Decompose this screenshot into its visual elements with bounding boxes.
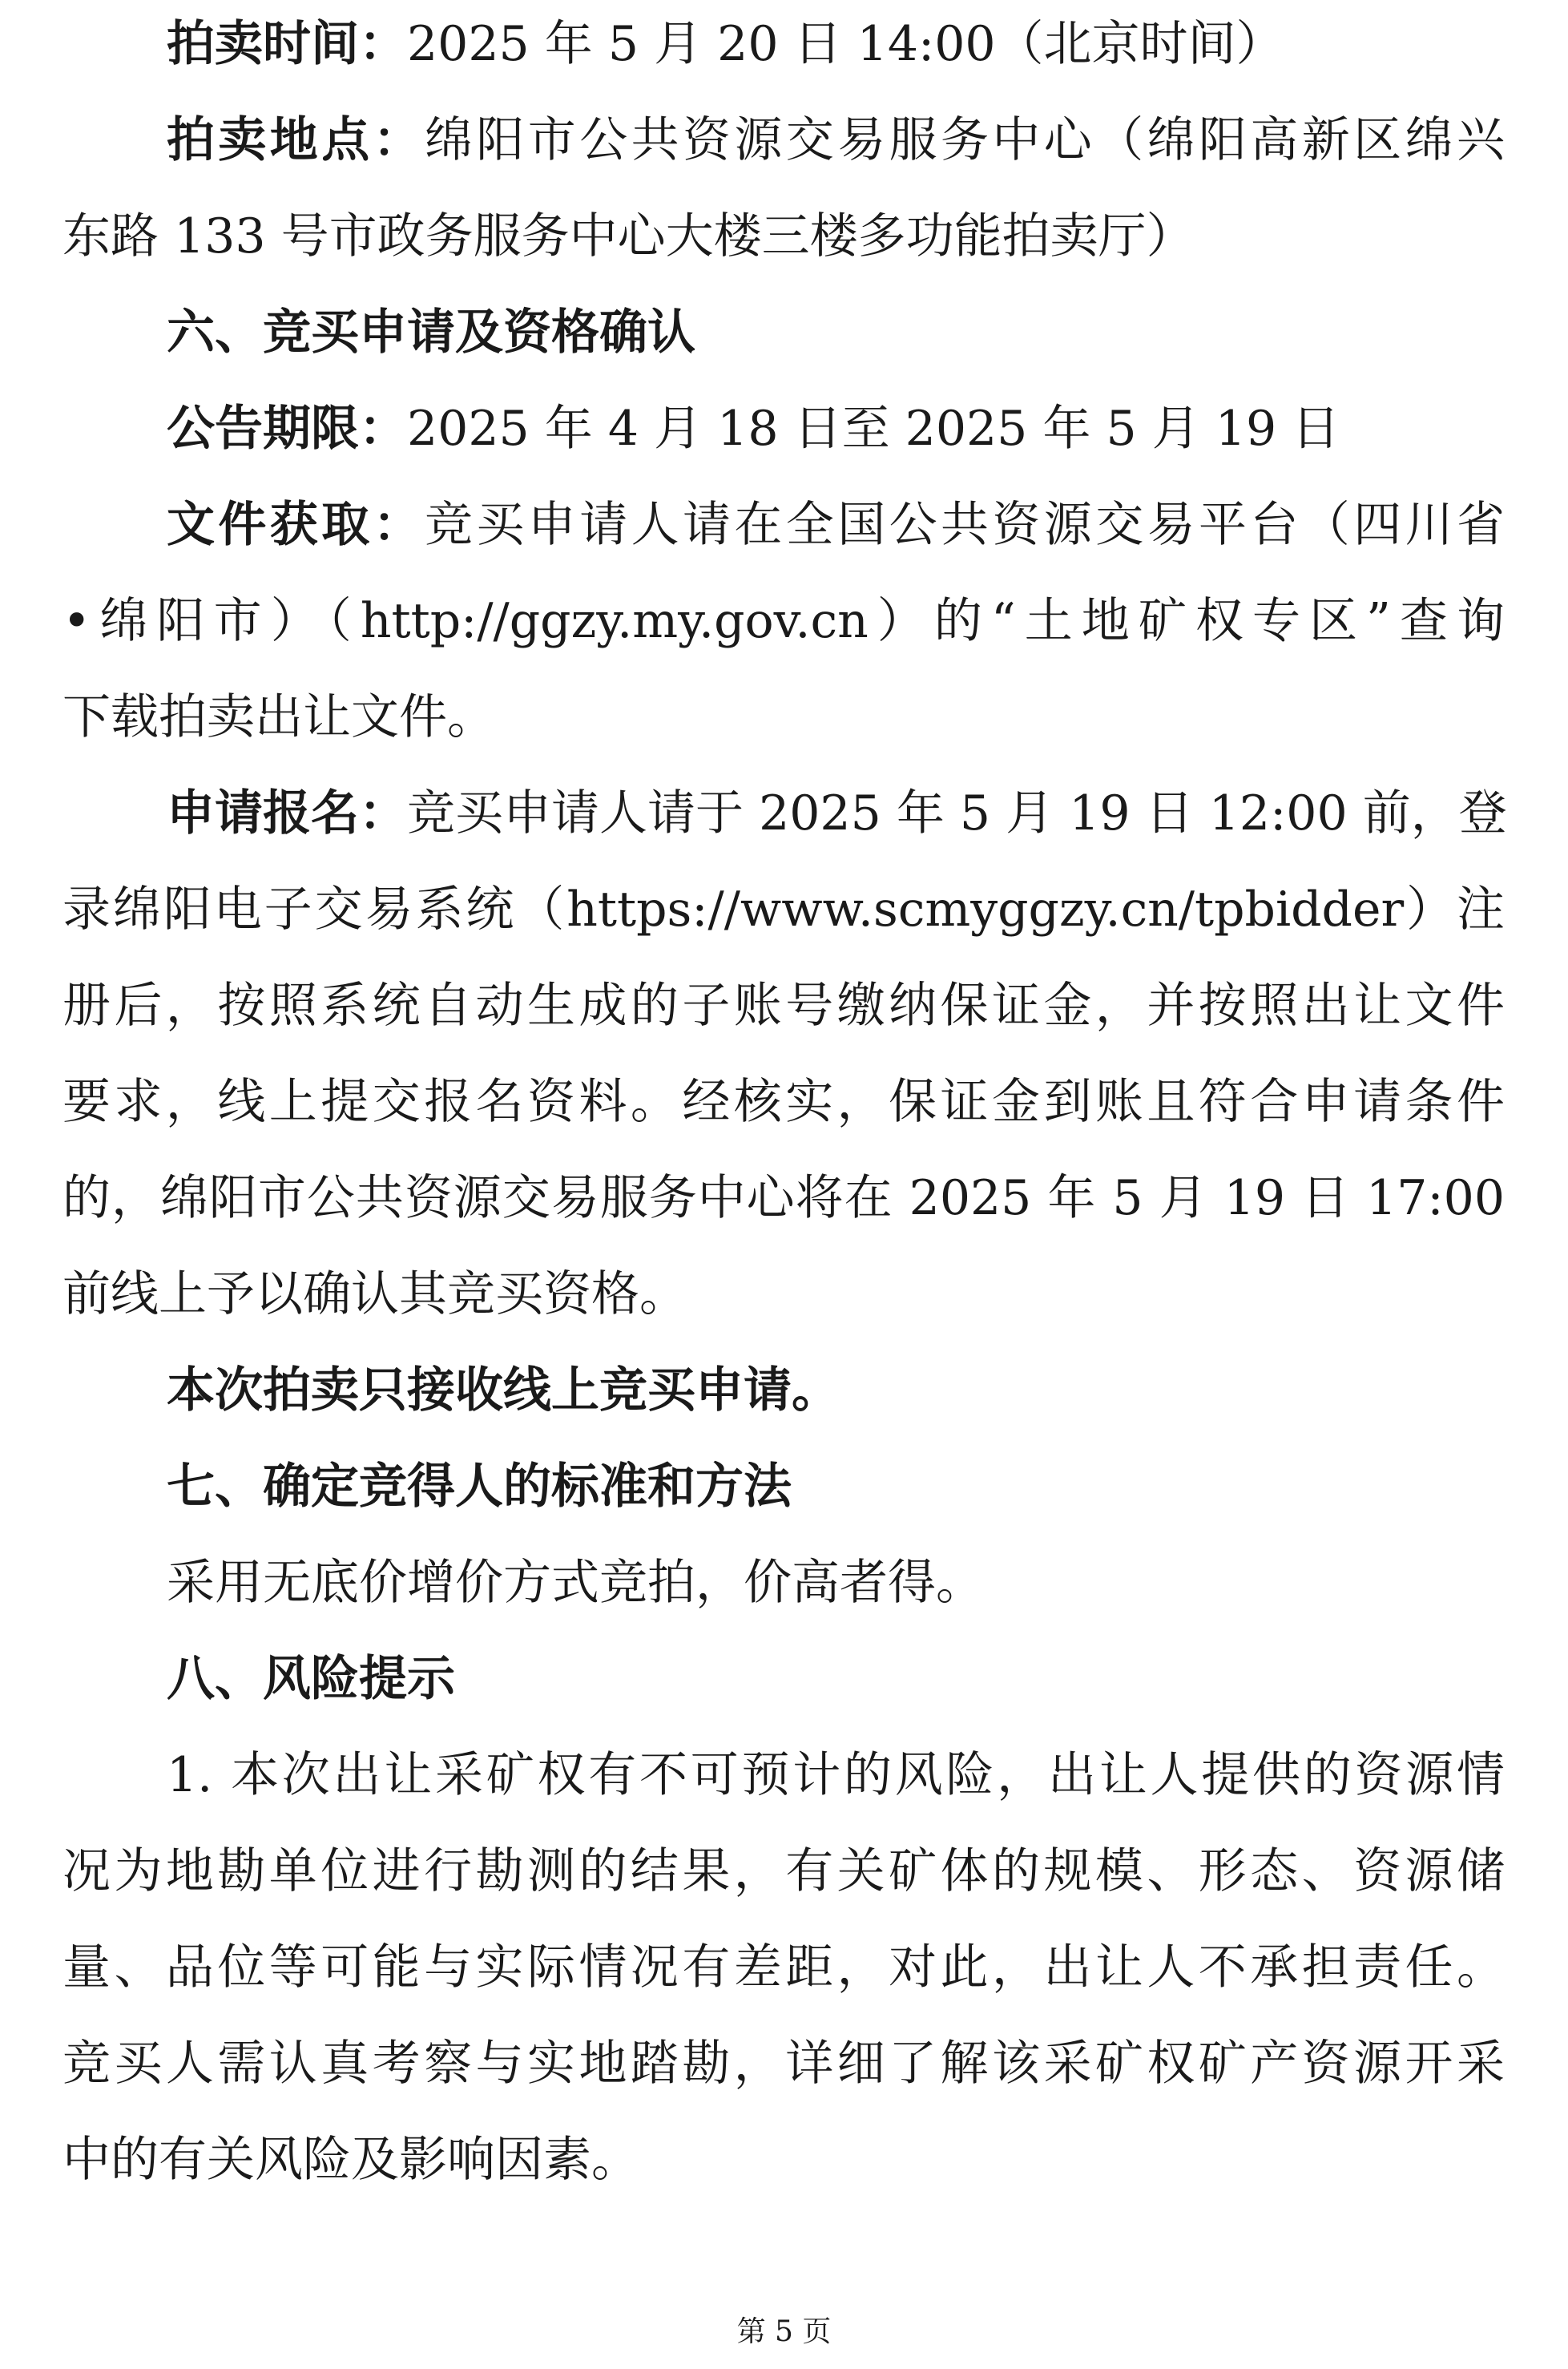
registration-continuation-2 [62, 958, 1505, 1054]
registration-continuation-5 [62, 1246, 1505, 1342]
section-heading-7 [167, 1439, 1505, 1535]
file-access-continuation-1 [62, 573, 1505, 669]
registration-continuation-1 [62, 862, 1505, 958]
section-heading-text: 八、风险提示 [167, 1651, 455, 1707]
paragraph-text: 的，绵阳市公共资源交易服务中心将在 2025 年 5 月 19 日 17:00 [62, 1170, 1505, 1226]
risk-item-1-line-5 [62, 2112, 1505, 2208]
auction-location-continuation [62, 188, 1505, 285]
section-heading-text: 六、竞买申请及资格确认 [167, 305, 695, 361]
paragraph-text: 下载拍卖出让文件。 [62, 689, 495, 745]
paragraph-text: 采用无底价增价方式竞拍，价高者得。 [167, 1555, 984, 1611]
notice-period-value: 2025 年 4 月 18 日至 2025 年 5 月 19 日 [407, 401, 1340, 457]
notice-period-label: 公告期限： [167, 401, 407, 457]
paragraph-text: 册后，按照系统自动生成的子账号缴纳保证金，并按照出让文件 [62, 978, 1505, 1034]
file-access-line [167, 477, 1505, 573]
notice-period-line [167, 381, 1505, 477]
auction-location-line [167, 92, 1505, 188]
file-access-value: 竞买申请人请在全国公共资源交易平台（四川省 [425, 497, 1505, 553]
paragraph-text: •绵阳市）（http://ggzy.my.gov.cn）的“土地矿权专区”查询 [62, 593, 1505, 649]
paragraph-text: 量、品位等可能与实际情况有差距，对此，出让人不承担责任。 [62, 1939, 1505, 1996]
auction-time-value: 2025 年 5 月 20 日 14:00（北京时间） [407, 16, 1284, 72]
paragraph-text: 竞买人需认真考察与实地踏勘，详细了解该采矿权矿产资源开采 [62, 2036, 1505, 2092]
auction-location-value: 绵阳市公共资源交易服务中心（绵阳高新区绵兴 [425, 112, 1505, 168]
paragraph-text: 要求，线上提交报名资料。经核实，保证金到账且符合申请条件 [62, 1074, 1505, 1130]
file-access-label: 文件获取： [167, 497, 425, 553]
paragraph-text: 中的有关风险及影响因素。 [62, 2132, 639, 2188]
emphasis-text: 本次拍卖只接收线上竞买申请。 [167, 1362, 840, 1419]
section-heading-6 [167, 285, 1505, 381]
paragraph-text: 前线上予以确认其竞买资格。 [62, 1266, 687, 1322]
registration-continuation-4 [62, 1150, 1505, 1246]
registration-value: 竞买申请人请于 2025 年 5 月 19 日 12:00 前，登 [407, 785, 1507, 841]
section-heading-text: 七、确定竞得人的标准和方法 [167, 1459, 792, 1515]
online-only-notice [167, 1342, 1505, 1439]
registration-label: 申请报名： [167, 785, 407, 841]
risk-item-1-line-2 [62, 1823, 1505, 1919]
paragraph-text: 东路 133 号市政务服务中心大楼三楼多功能拍卖厅） [62, 208, 1195, 264]
bidding-method-line [167, 1535, 1505, 1631]
section-heading-8 [167, 1631, 1505, 1727]
page-number: 第 5 页 [736, 2315, 832, 2348]
risk-item-1-line-1 [167, 1727, 1505, 1823]
risk-item-1-line-3 [62, 1919, 1505, 2016]
registration-continuation-3 [62, 1054, 1505, 1150]
auction-location-label: 拍卖地点： [167, 112, 425, 168]
paragraph-text: 况为地勘单位进行勘测的结果，有关矿体的规模、形态、资源储 [62, 1843, 1505, 1899]
file-access-continuation-2 [62, 669, 1505, 765]
risk-item-1-line-4 [62, 2016, 1505, 2112]
auction-time-line [167, 0, 1505, 92]
auction-time-label: 拍卖时间： [167, 16, 407, 72]
paragraph-text: 录绵阳电子交易系统（https://www.scmyggzy.cn/tpbidder）注 [62, 882, 1505, 938]
paragraph-text: 1. 本次出让采矿权有不可预计的风险，出让人提供的资源情 [167, 1747, 1505, 1803]
registration-line [167, 765, 1505, 862]
